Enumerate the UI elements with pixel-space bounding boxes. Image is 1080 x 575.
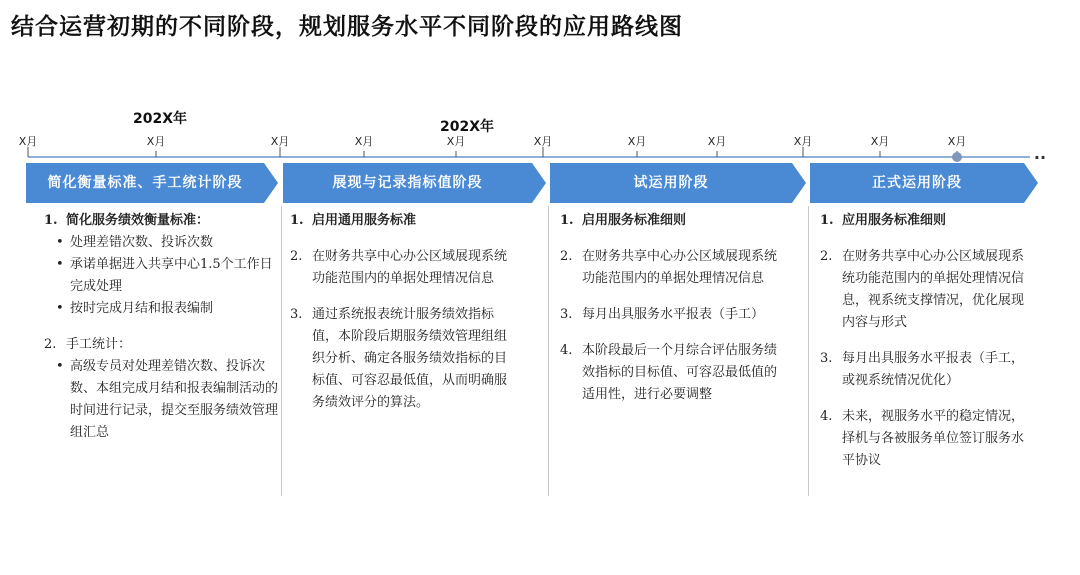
item-text: 本阶段最后一个月综合评估服务绩效指标的目标值、可容忍最低值的适用性，进行必要调整 <box>582 343 778 402</box>
item-number: 1. <box>44 213 58 228</box>
item-number: 2. <box>290 249 303 264</box>
item-number: 1. <box>820 213 834 228</box>
tick-label: X月 <box>354 135 374 148</box>
tick-label: X月 <box>533 135 553 148</box>
item-text: 在财务共享中心办公区域展现系统功能范围内的单据处理情况信息，视系统支撑情况，优化展现内容与形式 <box>842 249 1025 330</box>
phase-item <box>820 348 1032 392</box>
tick-label: X月 <box>947 135 967 148</box>
sub-bullet: • 高级专员对处理差错次数、投诉次数、本组完成月结和报表编制活动的时间进行记录，提交至服务绩效管理组汇总 <box>44 356 279 444</box>
tick-label: X月 <box>270 135 290 148</box>
sub-bullet: • 按时完成月结和报表编制 <box>44 298 279 320</box>
phase-item <box>560 304 778 326</box>
item-text: 在财务共享中心办公区域展现系统功能范围内的单据处理情况信息 <box>582 249 778 286</box>
tick-label: X月 <box>446 135 466 148</box>
phase-item <box>44 210 279 320</box>
ellipsis-label: .. <box>1033 144 1047 163</box>
sub-bullet: • 承诺单据进入共享中心1.5个工作日完成处理 <box>44 254 279 298</box>
item-text: 启用通用服务标准 <box>312 213 417 228</box>
item-number: 3. <box>820 351 833 366</box>
item-number: 4. <box>820 409 833 424</box>
column-divider <box>281 206 282 496</box>
column-divider <box>808 206 809 496</box>
item-number: 3. <box>290 307 303 322</box>
item-text: 每月出具服务水平报表（手工） <box>582 307 765 322</box>
tick-label: X月 <box>793 135 813 148</box>
tick-label: X月 <box>18 135 38 148</box>
item-number: 2. <box>560 249 573 264</box>
item-number: 1. <box>290 213 304 228</box>
phase-column <box>44 210 279 458</box>
tick-label: X月 <box>707 135 727 148</box>
item-number: 3. <box>560 307 573 322</box>
tick-label: X月 <box>146 135 166 148</box>
phase-item <box>820 210 1032 232</box>
tick-label: X月 <box>870 135 890 148</box>
column-divider <box>548 206 549 496</box>
item-text: 未来，视服务水平的稳定情况，择机与各被服务单位签订服务水平协议 <box>842 409 1025 468</box>
item-text: 启用服务标准细则 <box>582 213 687 228</box>
phase-label: 展现与记录指标值阶段 <box>332 175 483 191</box>
phase-item <box>560 340 778 406</box>
tick-label: X月 <box>627 135 647 148</box>
phase-item <box>44 334 279 444</box>
phase-item <box>560 210 778 232</box>
phase-label: 正式运用阶段 <box>872 175 962 191</box>
phase-column <box>820 210 1032 486</box>
phase-label: 试运用阶段 <box>633 175 709 191</box>
phase-item <box>560 246 778 290</box>
phase-item <box>820 406 1032 472</box>
phase-item <box>290 304 512 414</box>
year-label-1: 202X年 <box>133 111 188 127</box>
phase-column <box>290 210 512 428</box>
phase-item <box>820 246 1032 334</box>
item-text: 每月出具服务水平报表（手工，或视系统情况优化） <box>842 351 1025 388</box>
sub-bullet: • 处理差错次数、投诉次数 <box>44 232 279 254</box>
item-text: 应用服务标准细则 <box>842 213 947 228</box>
item-number: 1. <box>560 213 574 228</box>
item-number: 4. <box>560 343 573 358</box>
item-text: 简化服务绩效衡量标准： <box>66 213 210 228</box>
item-number: 2. <box>44 337 57 352</box>
item-text: 在财务共享中心办公区域展现系统功能范围内的单据处理情况信息 <box>312 249 508 286</box>
phase-column <box>560 210 778 420</box>
item-text: 手工统计： <box>66 337 132 352</box>
phase-item <box>290 246 512 290</box>
item-number: 2. <box>820 249 833 264</box>
phase-item <box>290 210 512 232</box>
year-label-2: 202X年 <box>440 119 495 135</box>
item-text: 通过系统报表统计服务绩效指标值，本阶段后期服务绩效管理组组织分析、确定各服务绩效指标的目标值、可容忍最低值，从而明确服务绩效评分的算法。 <box>312 307 508 410</box>
phase-label: 简化衡量标准、手工统计阶段 <box>47 175 243 191</box>
page-title: 结合运营初期的不同阶段，规划服务水平不同阶段的应用路线图 <box>11 13 683 40</box>
current-marker <box>952 152 962 162</box>
